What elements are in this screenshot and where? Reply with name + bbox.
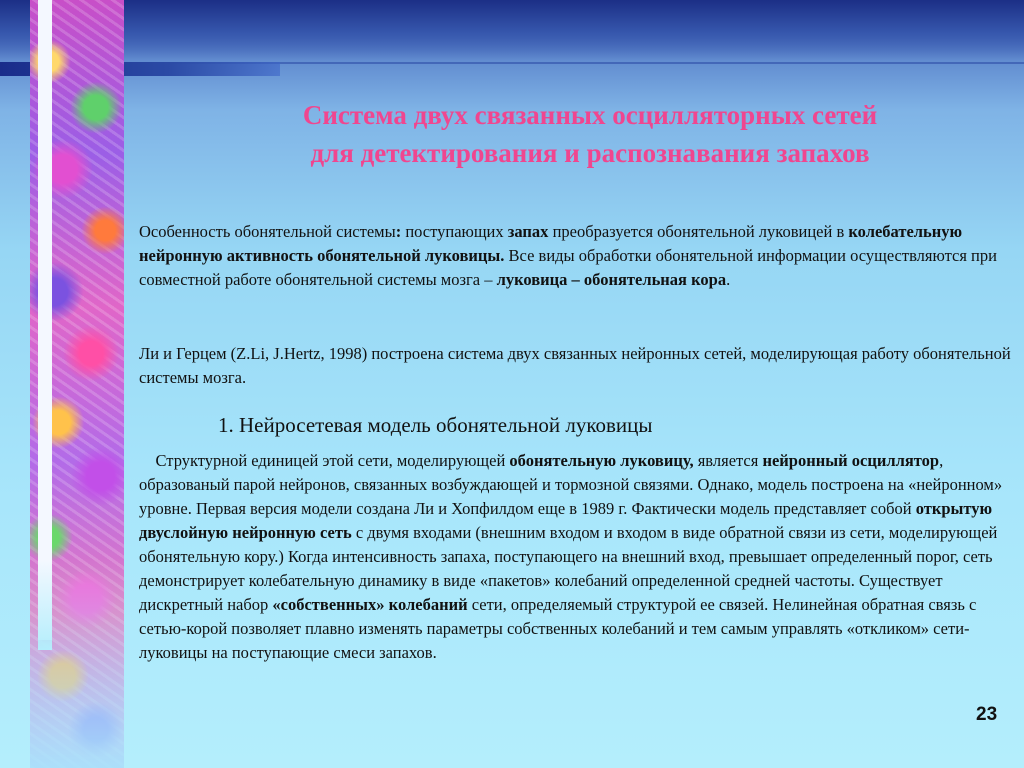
- vertical-rule-fade: [38, 560, 52, 650]
- paragraph-olfactory-system: [139, 220, 1019, 292]
- p3-bold-open-network: открытую двуслойную нейронную сеть: [139, 499, 993, 542]
- p3-text-5: сети, определяемый структурой ее связей. Нелинейная обратная связь с сетью-корой позволяет плавно изменять параметры собственных колебаний и тем самым управлять «откликом» сети-луковицы на поступающие смеси запахов.: [139, 595, 977, 662]
- p1-text-1: Особенность обонятельной системы: [139, 222, 396, 241]
- p1-colon: :: [395, 222, 402, 241]
- paragraph-model-description: [139, 449, 1019, 665]
- p1-bold-bulb-cortex: луковица – обонятельная кора: [496, 270, 727, 289]
- vertical-white-rule: [38, 0, 52, 640]
- p3-text-3: , образованый парой нейронов, связанных возбуждающей и тормозной связями. Однако, модель построена на «нейронном» уровне. Первая версия модели создана Ли и Хопфилдом еще в 1989 г. Фактически модель представляет собой: [139, 451, 1003, 518]
- p1-text-2: поступающих: [401, 222, 508, 241]
- slide-title-line-1: Система двух связанных осцилляторных сетей: [302, 100, 878, 130]
- p3-bold-oscillator: нейронный осциллятор: [762, 451, 940, 470]
- p1-text-4: Все виды обработки обонятельной информации осуществляются при совместной работе обонятельной системы мозга –: [139, 246, 997, 289]
- p1-text-3: преобразуется обонятельной луковицей в: [548, 222, 849, 241]
- p1-text-5: .: [726, 270, 731, 289]
- slide-title-line-2: для детектирования и распознавания запахов: [310, 138, 870, 168]
- p3-bold-eigen-oscillations: «собственных» колебаний: [272, 595, 468, 614]
- p3-bold-bulb: обонятельную луковицу,: [509, 451, 694, 470]
- p3-text-1: Структурной единицей этой сети, моделирующей: [139, 451, 510, 470]
- p3-text-4: с двумя входами (внешним входом и входом в виде обратной связи из сети, моделирующей обонятельную кору.) Когда интенсивность запаха, поступающего на внешний вход, превышает определенный порог, сеть демонстрирует колебательную динамику в виде «пакетов» колебаний определенной средней частоты. Существует дискретный набор: [139, 523, 998, 614]
- section-heading: 1. Нейросетевая модель обонятельной луковицы: [218, 413, 653, 437]
- p3-text-2: является: [693, 451, 763, 470]
- p1-bold-activity: колебательную нейронную активность обонятельной луковицы.: [139, 222, 963, 265]
- top-gradient-band: [0, 0, 1024, 60]
- slide-title: [200, 96, 980, 172]
- paragraph-li-hertz: Ли и Герцем (Z.Li, J.Hertz, 1998) построена система двух связанных нейронных сетей, моделирующая работу обонятельной системы мозга.: [139, 344, 1011, 387]
- p1-bold-smell: запах: [507, 222, 549, 241]
- page-number: 23: [976, 704, 998, 725]
